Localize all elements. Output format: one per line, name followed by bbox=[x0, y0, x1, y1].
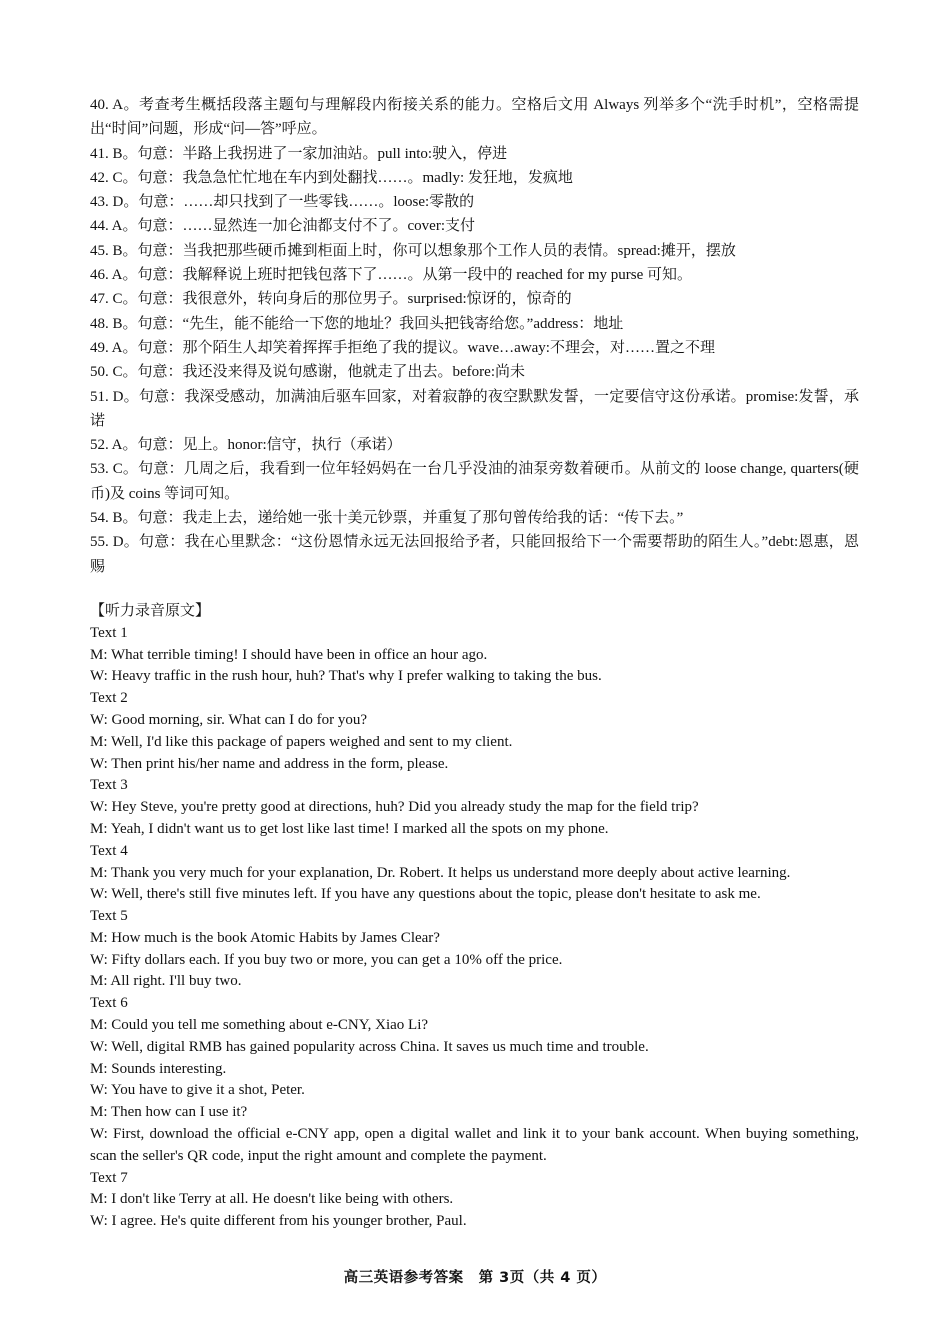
page-footer: 高三英语参考答案 第 3页（共 4 页） bbox=[343, 1270, 607, 1286]
dialogue-line: M: What terrible timing! I should have been in office an hour ago. bbox=[90, 646, 488, 663]
text-label: Text 3 bbox=[90, 777, 128, 794]
answer-item: 43. D。句意：……却只找到了一些零钱……。loose:零散的 bbox=[90, 194, 475, 211]
dialogue-line: M: How much is the book Atomic Habits by James Clear? bbox=[90, 929, 440, 946]
document-body bbox=[90, 93, 859, 1233]
text-label: Text 1 bbox=[90, 624, 128, 641]
dialogue-line: W: Then print his/her name and address in the form, please. bbox=[90, 755, 449, 772]
answer-item: 53. C。句意：几周之后，我看到一位年轻妈妈在一台几乎没油的油泵旁数着硬币。从前文的 loose change, quarters(硬币)及 coins 等词可知。 bbox=[90, 461, 859, 502]
answer-item: 42. C。句意：我急急忙忙地在车内到处翻找……。madly: 发狂地，发疯地 bbox=[90, 169, 573, 186]
answer-key-section bbox=[90, 93, 859, 579]
text-label: Text 7 bbox=[90, 1169, 128, 1186]
text-label: Text 5 bbox=[90, 908, 128, 925]
answer-item: 55. D。句意：我在心里默念：“这份恩情永远无法回报给予者，只能回报给下一个需要帮助的陌生人。”debt:恩惠，恩赐 bbox=[90, 534, 859, 575]
answer-item: 45. B。句意：当我把那些硬币摊到柜面上时，你可以想象那个工作人员的表情。spread:摊开，摆放 bbox=[90, 242, 736, 259]
dialogue-line: M: All right. I'll buy two. bbox=[90, 973, 242, 990]
answer-item: 40. A。考查考生概括段落主题句与理解段内衔接关系的能力。空格后文用 Always 列举多个“洗手时机”，空格需提出“时间”问题，形成“问—答”呼应。 bbox=[90, 97, 859, 138]
answer-item: 54. B。句意：我走上去，递给她一张十美元钞票，并重复了那句曾传给我的话：“传下去。” bbox=[90, 510, 684, 527]
dialogue-line: W: You have to give it a shot, Peter. bbox=[90, 1082, 305, 1099]
answer-item: 44. A。句意：……显然连一加仑油都支付不了。cover:支付 bbox=[90, 218, 475, 235]
answer-item: 46. A。句意：我解释说上班时把钱包落下了……。从第一段中的 reached for my purse 可知。 bbox=[90, 267, 693, 284]
text-label: Text 2 bbox=[90, 690, 128, 707]
dialogue-line: W: I agree. He's quite different from his younger brother, Paul. bbox=[90, 1213, 467, 1230]
text-label: Text 4 bbox=[90, 842, 128, 859]
answer-item: 41. B。句意：半路上我拐进了一家加油站。pull into:驶入，停进 bbox=[90, 145, 508, 162]
listening-heading: 【听力录音原文】 bbox=[90, 602, 211, 619]
dialogue-line: M: Well, I'd like this package of papers weighed and sent to my client. bbox=[90, 733, 513, 750]
dialogue-line: W: Good morning, sir. What can I do for you? bbox=[90, 711, 368, 728]
listening-transcript-section bbox=[90, 601, 859, 1233]
dialogue-line: M: Could you tell me something about e-CNY, Xiao Li? bbox=[90, 1017, 429, 1034]
dialogue-line: M: Then how can I use it? bbox=[90, 1104, 248, 1121]
dialogue-line: W: Heavy traffic in the rush hour, huh? That's why I prefer walking to taking the bus. bbox=[90, 668, 602, 685]
section-spacer bbox=[90, 579, 859, 601]
dialogue-line: W: First, download the official e-CNY app, open a digital wallet and link it to your bank account. When buying something, scan the seller's QR code, input the right amount and complete the payment. bbox=[90, 1126, 859, 1164]
text-label: Text 6 bbox=[90, 995, 128, 1012]
answer-item: 51. D。句意：我深受感动，加满油后驱车回家，对着寂静的夜空默默发誓，一定要信守这份承诺。promise:发誓，承诺 bbox=[90, 388, 859, 429]
dialogue-line: M: Thank you very much for your explanation, Dr. Robert. It helps us understand more deeply about active learning. bbox=[90, 864, 791, 881]
answer-item: 52. A。句意：见上。honor:信守，执行（承诺） bbox=[90, 437, 402, 454]
dialogue-line: M: I don't like Terry at all. He doesn't like being with others. bbox=[90, 1191, 454, 1208]
dialogue-line: W: Fifty dollars each. If you buy two or more, you can get a 10% off the price. bbox=[90, 951, 563, 968]
dialogue-line: M: Sounds interesting. bbox=[90, 1060, 227, 1077]
dialogue-line: W: Well, digital RMB has gained popularity across China. It saves us much time and trouble. bbox=[90, 1038, 649, 1055]
dialogue-line: W: Hey Steve, you're pretty good at directions, huh? Did you already study the map for the field trip? bbox=[90, 799, 699, 816]
answer-item: 49. A。句意：那个陌生人却笑着挥挥手拒绝了我的提议。wave…away:不理会，对……置之不理 bbox=[90, 339, 715, 356]
answer-item: 48. B。句意：“先生，能不能给一下您的地址？我回头把钱寄给您。”address：地址 bbox=[90, 315, 624, 332]
dialogue-line: W: Well, there's still five minutes left. If you have any questions about the topic, please don't hesitate to ask me. bbox=[90, 886, 761, 903]
dialogue-line: M: Yeah, I didn't want us to get lost like last time! I marked all the spots on my phone. bbox=[90, 820, 609, 837]
answer-item: 50. C。句意：我还没来得及说句感谢，他就走了出去。before:尚未 bbox=[90, 364, 525, 381]
answer-item: 47. C。句意：我很意外，转向身后的那位男子。surprised:惊讶的，惊奇的 bbox=[90, 291, 572, 308]
